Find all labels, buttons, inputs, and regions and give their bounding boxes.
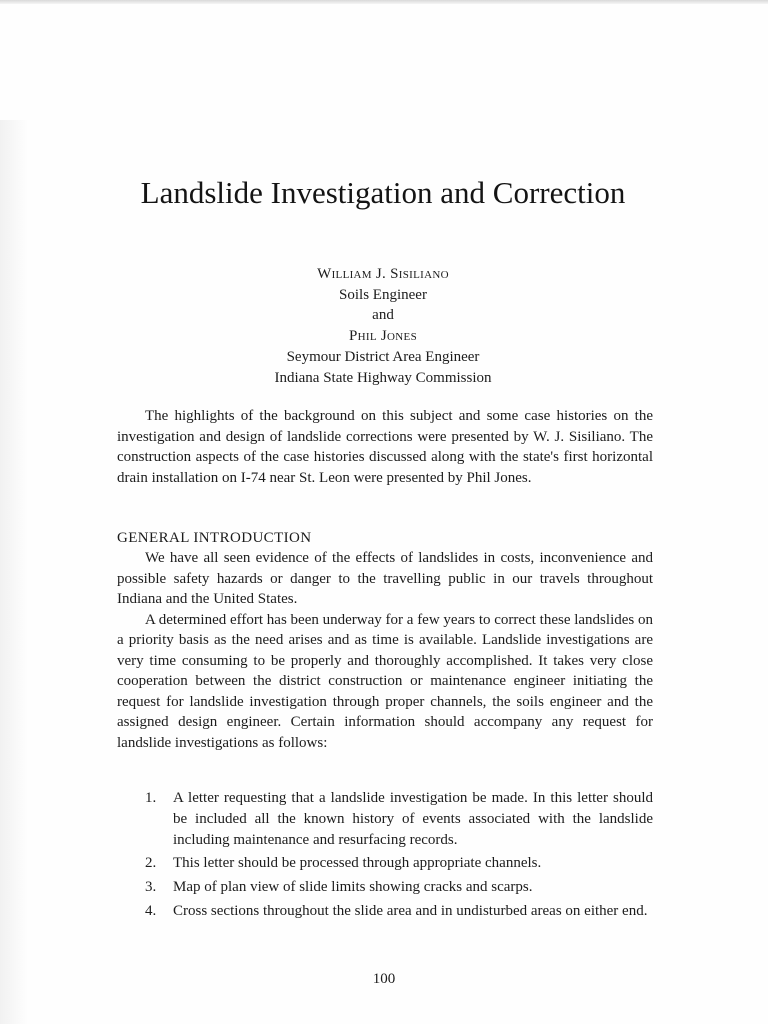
list-item [117, 877, 653, 898]
list-item-number: 4. [145, 902, 157, 919]
author-role-1: Soils Engineer [339, 286, 427, 303]
body-paragraph-2: A determined effort has been underway for a few years to correct these landslides on a priority basis as the need arises and as time is available. Landslide investigations are very time consuming to be properly and thoroughly accomplished. It takes very close cooperation between the district construction or maintenance engineer initiating the request for landslide investigation through proper channels, the soils engineer and the assigned design engineer. Certain information should accompany any request for landslide investigations as follows: [117, 611, 653, 751]
author-name-1: William J. Sisiliano [317, 266, 449, 282]
list-item [117, 788, 653, 850]
author-block [100, 264, 666, 388]
author-affiliation: Indiana State Highway Commission [274, 369, 492, 386]
list-item [117, 853, 653, 874]
body-paragraph-1: We have all seen evidence of the effects of landslides in costs, inconvenience and possible safety hazards or danger to the travelling public in our travels throughout Indiana and the United States. [117, 550, 653, 607]
abstract-paragraph: The highlights of the background on this subject and some case histories on the investigation and design of landslide corrections were presented by W. J. Sisiliano. The construction aspects of the case histories discussed along with the state's first horizontal drain installation on I-74 near St. Leon were presented by Phil Jones. [117, 408, 653, 486]
list-item-text: Cross sections throughout the slide area and in undisturbed areas on either end. [173, 902, 648, 919]
section-heading: GENERAL INTRODUCTION [117, 530, 312, 546]
list-item-number: 1. [145, 790, 157, 806]
paper-title: Landslide Investigation and Correction [140, 175, 626, 210]
section-body [117, 548, 653, 753]
author-conjunction: and [372, 307, 394, 324]
author-role-2: Seymour District Area Engineer [286, 348, 480, 365]
author-name-2: Phil Jones [349, 328, 417, 345]
list-item-number: 2. [145, 855, 157, 872]
list-item [117, 901, 653, 922]
page-number: 100 [372, 971, 396, 987]
scan-left-shadow [0, 120, 28, 1024]
list-item-number: 3. [145, 879, 157, 896]
list-item-text: A letter requesting that a landslide investigation be made. In this letter should be included all the known history of events associated with the landslide including maintenance and resurfacing records. [173, 790, 653, 848]
scan-top-edge [0, 0, 768, 4]
requirements-list [117, 788, 653, 925]
list-item-text: This letter should be processed through appropriate channels. [173, 855, 542, 872]
list-item-text: Map of plan view of slide limits showing cracks and scarps. [173, 879, 533, 896]
